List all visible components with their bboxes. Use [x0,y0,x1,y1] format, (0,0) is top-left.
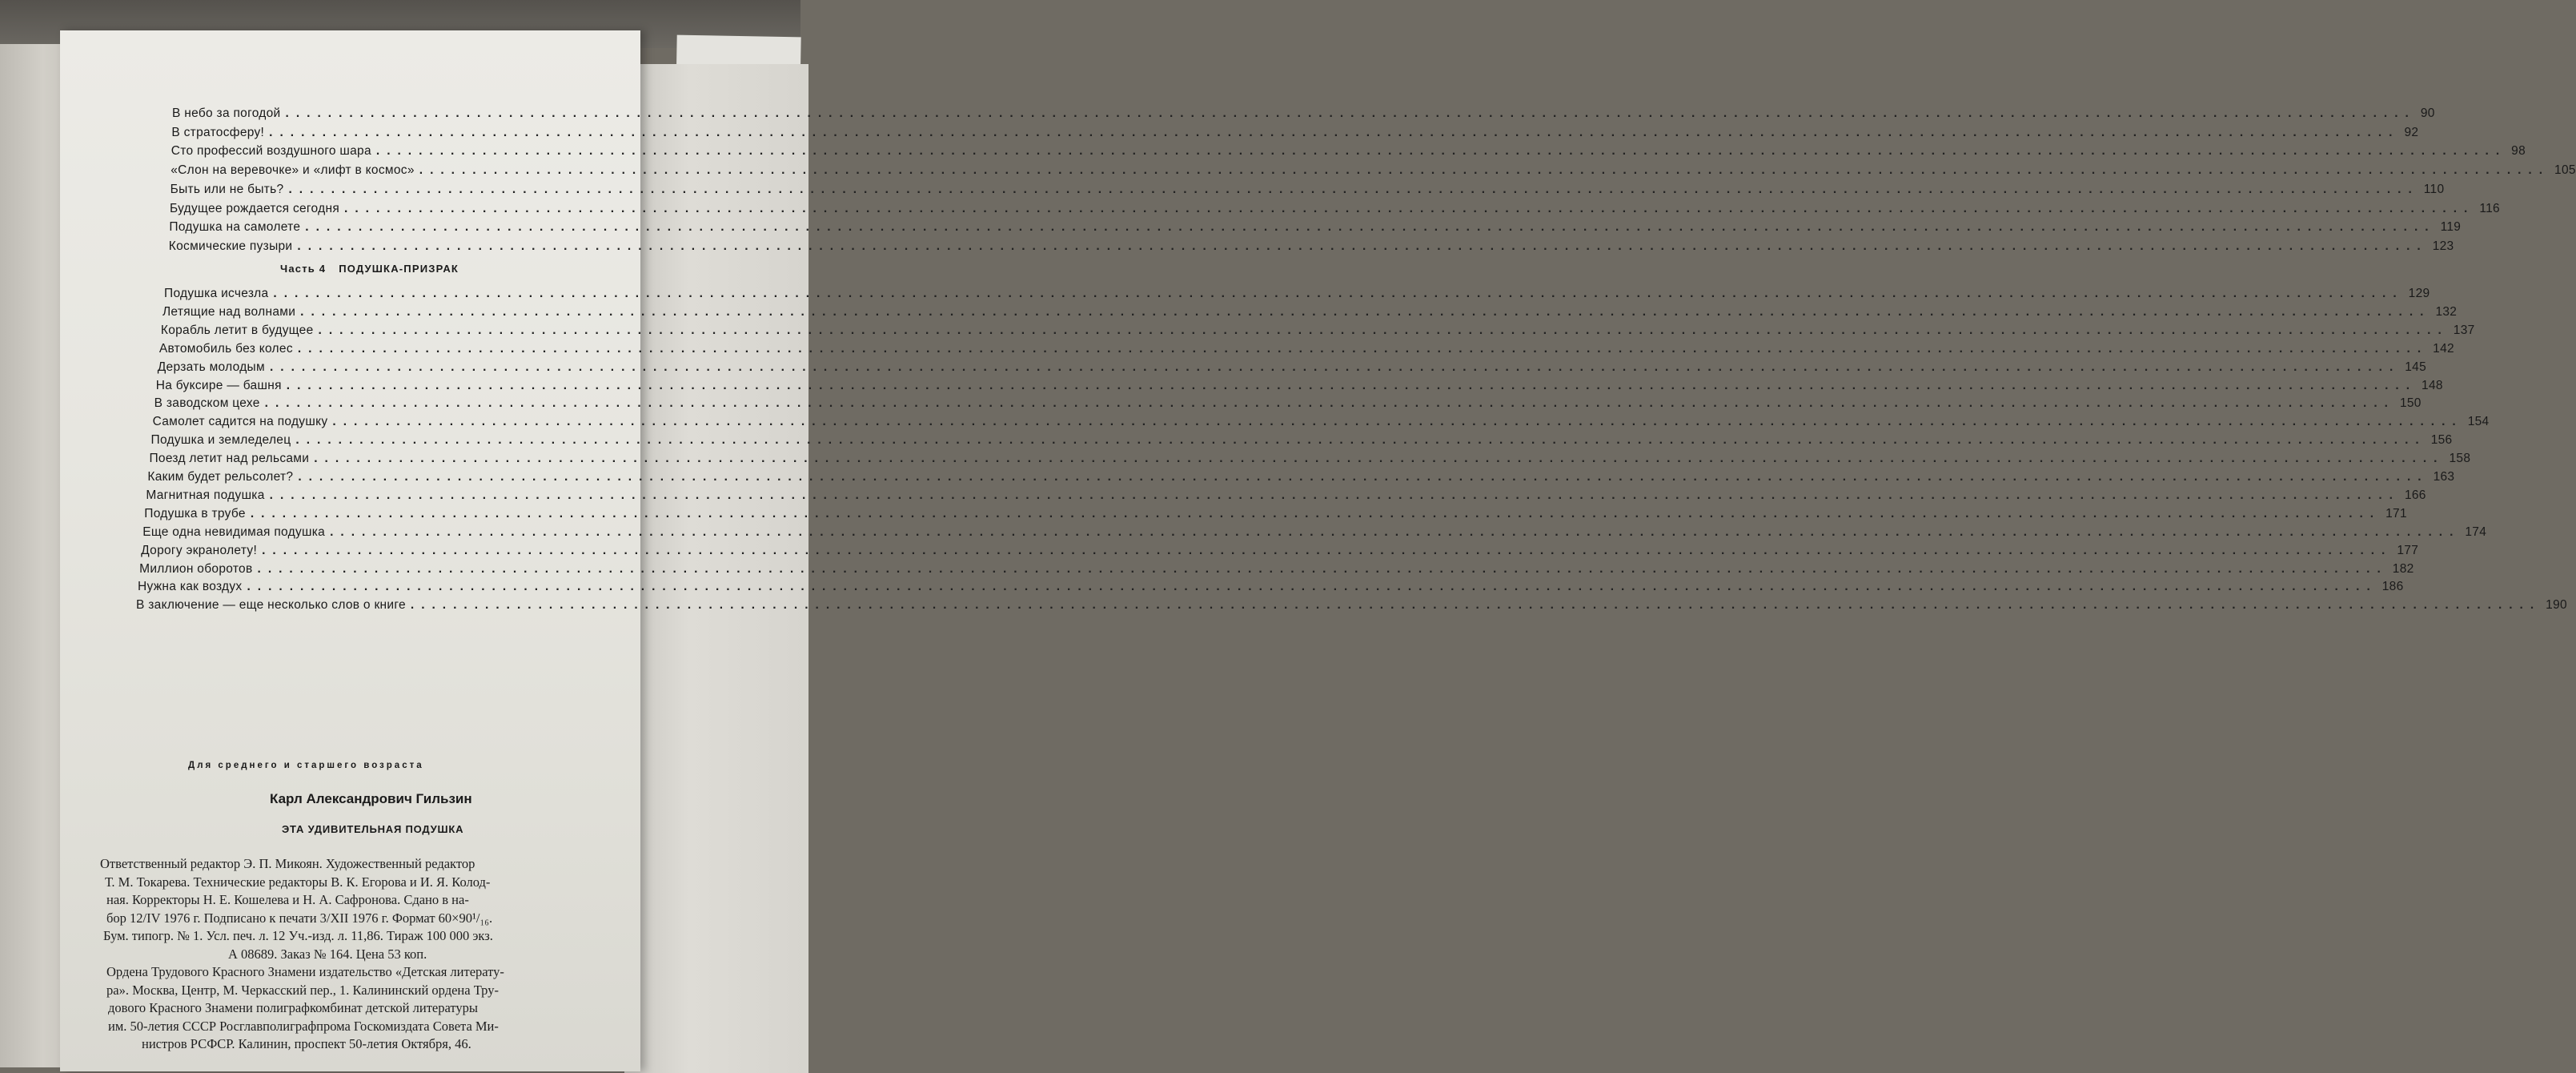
toc-entry-title: Каким будет рельсолет? [147,470,294,484]
toc-entry [155,378,2443,396]
toc-entry-title: Поезд летит над рельсами [149,452,310,466]
toc-entry-page: 177 [2397,543,2419,557]
toc-leader-dots: ........................................................................................................................................................................................................ [297,341,2429,356]
toc-entry [170,182,2445,200]
imprint-block [100,855,660,1054]
toc-entry-title: Автомобиль без колес [158,341,293,356]
imprint-line: бор 12/IV 1976 г. Подписано к печати 3/XII 1976 г. Формат 60×90¹/₁₆. [106,910,493,926]
toc-entry-page: 190 [2546,598,2567,613]
toc-entry [144,506,2407,524]
imprint-line: Т. М. Токарева. Технические редакторы В. К. Егорова и И. Я. Колод- [105,874,491,890]
toc-entry [172,106,2435,124]
toc-leader-dots: ........................................................................................................................................................................................................ [273,287,2404,300]
toc-leader-dots: ........................................................................................................................................................................................................ [332,415,2463,429]
toc-entry [142,524,2487,543]
toc-leader-dots: ........................................................................................................................................................................................................ [297,239,2428,253]
imprint-line: ная. Корректоры Н. Е. Кошелева и Н. А. Сафронова. Сдано в на- [106,892,469,907]
author-name: Карл Александрович Гильзин [270,791,472,806]
toc-leader-dots: ........................................................................................................................................................................................................ [257,561,2388,576]
toc-leader-dots: ........................................................................................................................................................................................................ [318,323,2449,337]
toc-entry-page: 148 [2422,378,2443,392]
toc-entry-page: 156 [2430,433,2453,448]
toc-entry-title: Космические пузыри [168,239,293,253]
toc-entry [157,360,2427,378]
toc-entry [146,488,2426,506]
toc-entry [150,433,2453,451]
toc-entry-title: Быть или не быть? [170,182,284,196]
toc-entry [154,396,2422,414]
toc-leader-dots: ........................................................................................................................................................................................................ [410,598,2542,613]
toc-entry [171,144,2526,162]
toc-entry-page: 92 [2404,125,2419,139]
toc-leader-dots: ........................................................................................................................................................................................................ [419,163,2550,178]
toc-entry-title: В небо за погодой [172,106,281,120]
toc-entry-title: Летящие над волнами [162,304,296,319]
toc-leader-dots: ........................................................................................................................................................................................................ [330,524,2461,539]
toc-leader-dots: ........................................................................................................................................................................................................ [305,220,2436,235]
toc-leader-dots: ........................................................................................................................................................................................................ [269,125,2400,139]
toc-entry [139,561,2414,580]
imprint-line: А 08689. Заказ № 164. Цена 53 коп. [228,946,427,962]
imprint-line: нистров РСФСР. Калинин, проспект 50-летия Октября, 46. [142,1036,471,1051]
imprint-line: Ордена Трудового Красного Знамени издательство «Детская литерату- [106,964,504,979]
toc-entry [170,201,2500,219]
toc-entry-page: 171 [2385,506,2407,520]
toc-leader-dots: ........................................................................................................................................................................................................ [264,396,2395,411]
toc-entry [138,580,2404,597]
toc-entry [141,543,2419,561]
imprint-line: им. 50-летия СССР Росглавполиграфпрома Госкомиздата Совета Ми- [108,1018,499,1034]
part-label: Часть 4 [280,263,327,275]
toc-leader-dots: ........................................................................................................................................................................................................ [262,543,2393,557]
toc-entry-page: 154 [2467,415,2490,429]
toc-leader-dots: ........................................................................................................................................................................................................ [250,506,2381,520]
toc-entry-title: Сто профессий воздушного шара [171,144,371,159]
toc-leader-dots: ........................................................................................................................................................................................................ [286,378,2418,392]
toc-entry-title: Самолет садится на подушку [152,415,328,429]
toc-entry-title: Дерзать молодым [157,360,265,374]
toc-entry-page: 110 [2423,182,2445,196]
toc-leader-dots: ........................................................................................................................................................................................................ [295,433,2426,448]
part-name: ПОДУШКА-ПРИЗРАК [339,263,459,275]
toc-entry-page: 90 [2420,106,2435,120]
toc-entry [171,163,2576,181]
imprint-line: Ответственный редактор Э. П. Микоян. Художественный редактор [100,856,475,871]
toc-entry [162,304,2458,323]
toc-entry [164,287,2430,304]
toc-entry-page: 119 [2440,220,2462,235]
toc-leader-dots: ........................................................................................................................................................................................................ [300,304,2431,319]
toc-entry-title: «Слон на веревочке» и «лифт в космос» [171,163,415,178]
toc-entry-title: Дорогу экранолету! [141,543,258,557]
toc-leader-dots: ........................................................................................................................................................................................................ [288,182,2419,196]
toc-entry-title: Нужна как воздух [138,580,243,594]
toc-entry-page: 132 [2435,304,2458,319]
toc-entry-page: 145 [2405,360,2427,374]
audience-note: Для среднего и старшего возраста [188,761,424,770]
toc-entry-title: Корабль летит в будущее [160,323,314,337]
toc-entry [160,323,2475,341]
toc-entry [149,452,2471,469]
toc-leader-dots: ........................................................................................................................................................................................................ [269,488,2400,502]
imprint-line: ра». Москва, Центр, М. Черкасский пер., 1. Калининский ордена Тру- [106,982,499,998]
toc-entry-page: 163 [2433,470,2455,484]
part-heading [280,263,471,275]
toc-entry-page: 137 [2453,323,2475,337]
toc-entry-title: Миллион оборотов [139,561,253,576]
toc-entry-page: 123 [2432,239,2454,253]
toc-leader-dots: ........................................................................................................................................................................................................ [375,144,2507,159]
toc-entry-page: 182 [2392,561,2414,576]
toc-leader-dots: ........................................................................................................................................................................................................ [247,580,2377,594]
toc-entry-title: Подушка исчезла [164,287,269,300]
toc-entry-page: 129 [2408,287,2430,300]
toc-entry [147,470,2455,488]
imprint-line: Бум. типогр. № 1. Усл. печ. л. 12 Уч.-изд. л. 11,86. Тираж 100 000 экз. [103,928,493,943]
toc-entry-page: 158 [2449,452,2471,466]
toc-entry [169,220,2462,238]
toc-entry-title: В заводском цехе [154,396,260,411]
toc-entry [158,341,2454,360]
toc-entry-page: 150 [2399,396,2422,411]
toc-entry [171,125,2419,143]
toc-entry-title: Подушка на самолете [169,220,301,235]
toc-entry-title: Магнитная подушка [146,488,265,502]
imprint-line: дового Красного Знамени полиграфкомбинат детской литературы [108,1000,478,1015]
toc-entry-title: Еще одна невидимая подушка [142,524,326,539]
toc-leader-dots: ........................................................................................................................................................................................................ [285,106,2416,120]
toc-entry-page: 142 [2433,341,2454,356]
toc-entry-page: 105 [2554,163,2576,178]
toc-entry-title: На буксире — башня [155,378,282,392]
toc-leader-dots: ........................................................................................................................................................................................................ [314,452,2445,466]
toc-entry [136,598,2567,616]
toc-entry-page: 166 [2404,488,2426,502]
toc-entry [152,415,2490,432]
toc-leader-dots: ........................................................................................................................................................................................................ [344,201,2475,215]
toc-entry-title: Будущее рождается сегодня [170,201,340,215]
toc-leader-dots: ........................................................................................................................................................................................................ [269,360,2401,374]
toc-entry-title: В стратосферу! [171,125,265,139]
toc-entry-page: 116 [2479,201,2500,215]
toc-entry-page: 186 [2381,580,2404,594]
book-page [60,30,2576,1071]
toc-entry-page: 98 [2511,144,2526,159]
book-title: ЭТА УДИВИТЕЛЬНАЯ ПОДУШКА [282,823,464,835]
toc-entry-page: 174 [2465,524,2487,539]
toc-leader-dots: ........................................................................................................................................................................................................ [298,470,2429,484]
toc-entry-title: В заключение — еще несколько слов о книге [136,598,406,613]
toc-entry [168,239,2454,257]
toc-entry-title: Подушка в трубе [144,506,246,520]
toc-entry-title: Подушка и земледелец [150,433,291,448]
